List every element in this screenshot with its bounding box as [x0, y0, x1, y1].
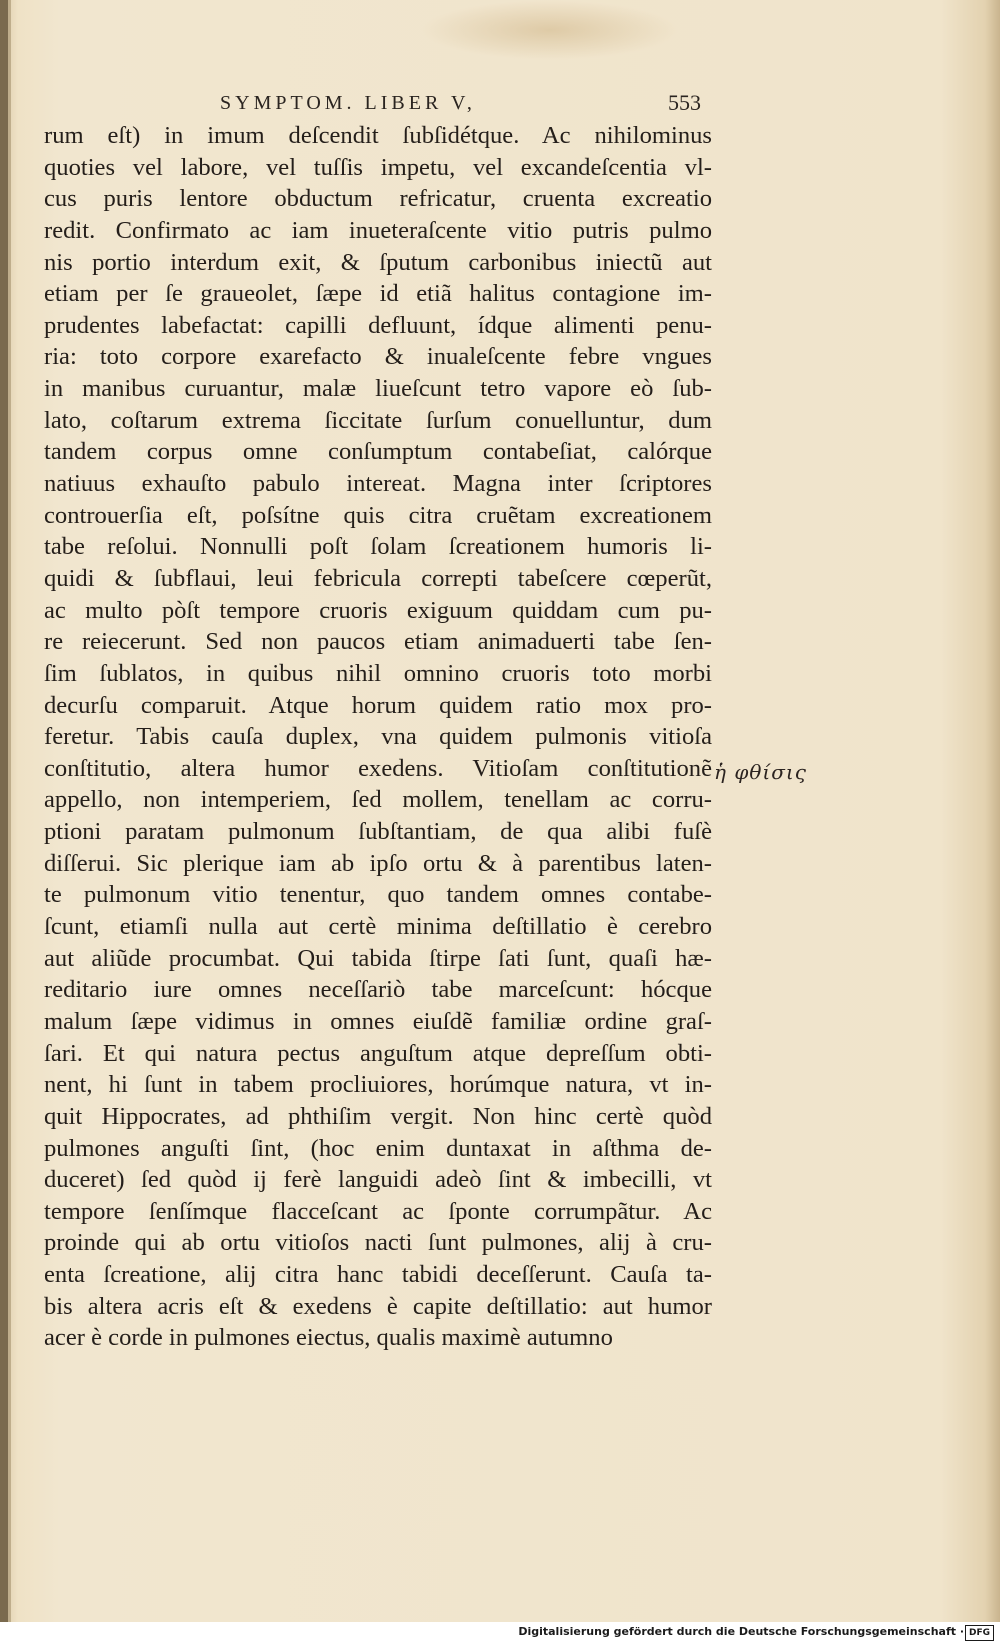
text-line: in manibus curuantur, malæ liueſcunt tetro vapore eò ſub- — [44, 375, 712, 403]
text-line: reditario iure omnes neceſſariò tabe marceſcunt: hócque — [44, 976, 712, 1004]
text-line: ac multo pòſt tempore cruoris exiguum quiddam cum pu- — [44, 596, 712, 624]
text-line: redit. Confirmato ac iam inueteraſcente vitio putris pulmo — [44, 216, 712, 244]
text-line: natiuus exhauſto pabulo intereat. Magna inter ſcriptores — [44, 470, 712, 498]
text-line: bis altera acris eſt & exedens è capite deſtillatio: aut humor — [44, 1292, 712, 1320]
text-line: decurſu comparuit. Atque horum quidem ratio mox pro- — [44, 691, 712, 719]
text-line: tandem corpus omne conſumptum contabeſiat, calórque — [44, 438, 712, 466]
text-line: cus puris lentore obductum refricatur, cruenta excreatio — [44, 185, 712, 213]
text-line: enta ſcreatione, alij citra hanc tabidi deceſſerunt. Cauſa ta- — [44, 1261, 712, 1289]
text-line: pulmones anguſti ſint, (hoc enim duntaxat in aſthma de- — [44, 1134, 712, 1162]
text-line: te pulmonum vitio tenentur, quo tandem omnes contabe- — [44, 881, 712, 909]
text-line: lato, coſtarum extrema ſiccitate ſurſum conuelluntur, dum — [44, 406, 712, 434]
text-line: tabe reſolui. Nonnulli poſt ſolam ſcreationem humoris li- — [44, 533, 712, 561]
text-line: rum eſt) in imum deſcendit ſubſidétque. Ac nihilominus — [44, 122, 712, 149]
text-line: re reiecerunt. Sed non paucos etiam animaduerti tabe ſen- — [44, 628, 712, 656]
text-line: ſim ſublatos, in quibus nihil omnino cruoris toto morbi — [44, 659, 712, 687]
page-number: 553 — [668, 90, 701, 115]
text-line: quoties vel labore, vel tuſſis impetu, vel excandeſcentia vl- — [44, 153, 712, 181]
marginal-note: ἡ φθίσις — [714, 760, 807, 784]
funding-credit: Digitalisierung gefördert durch die Deutsche Forschungsgemeinschaft · — [518, 1625, 964, 1638]
paper-stain — [420, 0, 680, 60]
text-line: appello, non intemperiem, ſed mollem, tenellam ac corru- — [44, 786, 712, 814]
text-line: nis portio interdum exit, & ſputum carbonibus iniectũ aut — [44, 248, 712, 276]
text-line: ſari. Et qui natura pectus anguſtum atque depreſſum obti- — [44, 1039, 712, 1067]
text-line: prudentes labefactat: capilli defluunt, ídque alimenti penu- — [44, 311, 712, 339]
text-line: quit Hippocrates, ad phthiſim vergit. Non hinc certè quòd — [44, 1102, 712, 1130]
text-line: tempore ſenſímque flacceſcant ac ſponte corrumpãtur. Ac — [44, 1197, 712, 1225]
text-line: aut aliũde procumbat. Qui tabida ſtirpe ſati ſunt, quaſi hæ- — [44, 944, 712, 972]
text-line: quidi & ſubflaui, leui febricula correpti tabeſcere cœperũt, — [44, 564, 712, 592]
text-line: proinde qui ab ortu vitioſos nacti ſunt pulmones, alij à cru- — [44, 1229, 712, 1257]
dfg-logo: DFG — [965, 1625, 994, 1641]
text-line: acer è corde in pulmones eiectus, qualis maximè autumno — [44, 1324, 613, 1352]
text-line: conſtitutio, altera humor exedens. Vitioſam conſtitutionẽ — [44, 754, 712, 782]
text-line: diſſerui. Sic plerique iam ab ipſo ortu & à parentibus laten- — [44, 849, 712, 877]
text-line: nent, hi ſunt in tabem procliuiores, horúmque natura, vt in- — [44, 1071, 712, 1099]
text-line: malum ſæpe vidimus in omnes eiuſdẽ familiæ ordine graſ- — [44, 1007, 712, 1035]
text-line: ria: toto corpore exarefacto & inualeſcente febre vngues — [44, 343, 712, 371]
text-line: ptioni paratam pulmonum ſubſtantiam, de qua alibi fuſè — [44, 818, 712, 846]
footer-bar — [0, 1622, 1000, 1643]
text-line: ſcunt, etiamſi nulla aut certè minima deſtillatio è cerebro — [44, 913, 712, 941]
body-text — [44, 120, 712, 1354]
running-head: SYMPTOM. LIBER V, — [220, 92, 476, 114]
text-line: feretur. Tabis cauſa duplex, vna quidem pulmonis vitioſa — [44, 723, 712, 751]
text-line: duceret) ſed quòd ij ferè languidi adeò ſint & imbecilli, vt — [44, 1166, 712, 1194]
text-line: controuerſia eſt, poſsítne quis citra cruẽtam excreationem — [44, 501, 712, 529]
text-line: etiam per ſe graueolet, ſæpe id etiã halitus contagione im- — [44, 280, 712, 308]
